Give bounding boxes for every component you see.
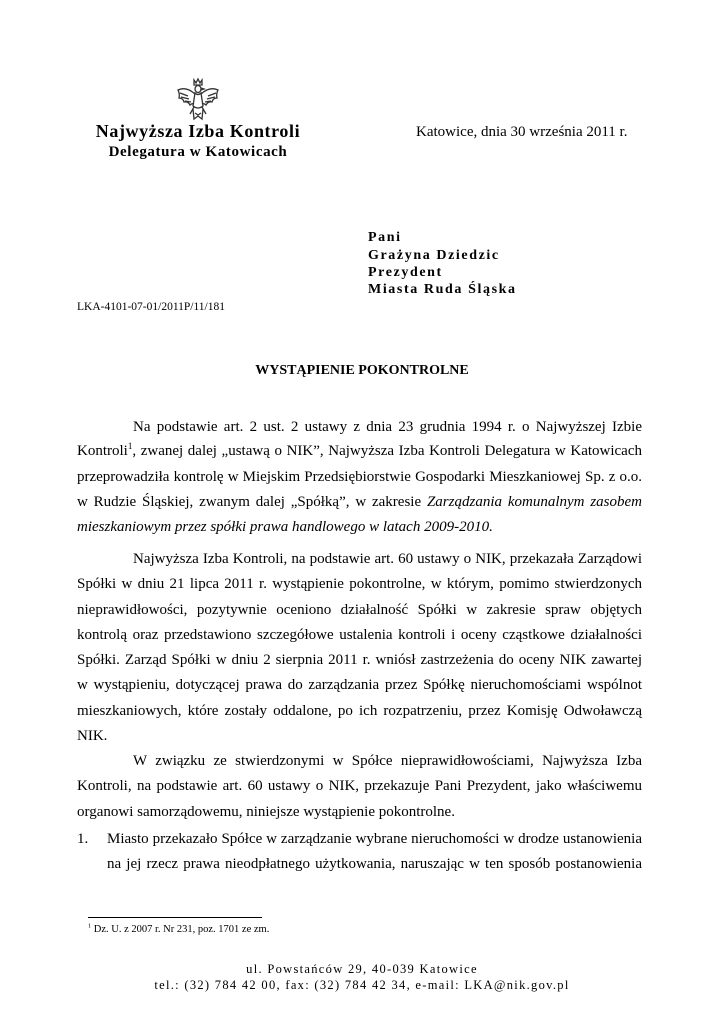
- addressee-position: Prezydent: [368, 265, 443, 280]
- addressee-city: Miasta Ruda Śląska: [368, 282, 517, 297]
- organization-name: Najwyższa Izba Kontroli: [95, 121, 301, 141]
- text-fragment: , zwanej dalej „ustawą o NIK”, Najwyższa Izba Kontroli Delegatura w Katowicach: [132, 443, 642, 459]
- addressee-name: Grażyna Dziedzic: [368, 248, 500, 263]
- text-line: Miasto przekazało Spółce w zarządzanie wybrane nieruchomości w drodze ustanowienia: [107, 831, 642, 847]
- text-line: mieszkaniowym przez spółki prawa handlowego w latach 2009-2010.: [77, 519, 493, 535]
- footer-contact: tel.: (32) 784 42 00, fax: (32) 784 42 34, e-mail: LKA@nik.gov.pl: [154, 978, 570, 992]
- list-item-number: 1.: [77, 831, 89, 847]
- footnote-separator: [88, 917, 262, 918]
- footnote-ref: 1: [127, 441, 133, 451]
- place-and-date: Katowice, dnia 30 września 2011 r.: [416, 124, 628, 140]
- text-line: w wystąpieniu, dotyczącej prawa do zarządzania przez Spółkę nieruchomościami wspólnot: [77, 677, 642, 693]
- text-line: organowi samorządowemu, niniejsze wystąpienie pokontrolne.: [77, 804, 455, 820]
- text-line: Kontroli, na podstawie art. 60 ustawy o NIK, przekazuje Pani Prezydent, jako właściwemu: [77, 778, 642, 794]
- text-fragment: Kontroli: [77, 443, 128, 459]
- text-line: Spółki w dniu 21 lipca 2011 r. wystąpienie pokontrolne, w którym, pomimo stwierdzonych: [77, 576, 642, 592]
- text-line: [77, 443, 642, 460]
- italic-topic: Zarządzania komunalnym zasobem: [426, 494, 642, 510]
- footnote-mark: 1: [88, 922, 92, 930]
- text-line: przeprowadziła kontrolę w Miejskim Przedsiębiorstwie Gospodarki Mieszkaniowej Sp. z o.o.: [77, 469, 642, 485]
- text-line: Na podstawie art. 2 ust. 2 ustawy z dnia 23 grudnia 1994 r. o Najwyższej Izbie: [133, 419, 642, 435]
- text-line: na jej rzecz prawa nieodpłatnego użytkowania, naruszając w ten sposób postanowienia: [107, 856, 642, 872]
- document-title: WYSTĄPIENIE POKONTROLNE: [255, 363, 469, 378]
- text-line: Najwyższa Izba Kontroli, na podstawie art. 60 ustawy o NIK, przekazała Zarządowi: [133, 551, 642, 567]
- text-line: kontrolą oraz przedstawiono szczegółowe ustalenia kontroli i oceny cząstkowe działalności: [77, 627, 642, 643]
- text-line: Spółki. Zarząd Spółki w dniu 2 sierpnia 2011 r. wniósł zastrzeżenia do oceny NIK zawartej: [77, 652, 642, 668]
- footnote-text: Dz. U. z 2007 r. Nr 231, poz. 1701 ze zm.: [91, 924, 270, 935]
- eagle-emblem-icon: [174, 76, 222, 124]
- text-line: NIK.: [77, 728, 108, 744]
- text-line: mieszkaniowych, które zostały oddalone, po ich rozpatrzeniu, przez Komisję Odwoławczą: [77, 703, 642, 719]
- addressee-salutation: Pani: [368, 230, 402, 245]
- text-fragment: w Rudzie Śląskiej, zwanym dalej „Spółką”, w zakresie: [77, 494, 427, 510]
- footnote: [88, 924, 269, 935]
- footer-address: ul. Powstańców 29, 40-039 Katowice: [246, 962, 478, 976]
- reference-number: LKA-4101-07-01/2011P/11/181: [77, 301, 226, 313]
- text-line: W związku ze stwierdzonymi w Spółce nieprawidłowościami, Najwyższa Izba: [133, 753, 642, 769]
- text-line: nieprawidłowości, pozytywnie oceniono działalność Spółki w zakresie spraw objętych: [77, 602, 642, 618]
- organization-unit: Delegatura w Katowicach: [108, 144, 288, 160]
- text-line: [77, 494, 642, 511]
